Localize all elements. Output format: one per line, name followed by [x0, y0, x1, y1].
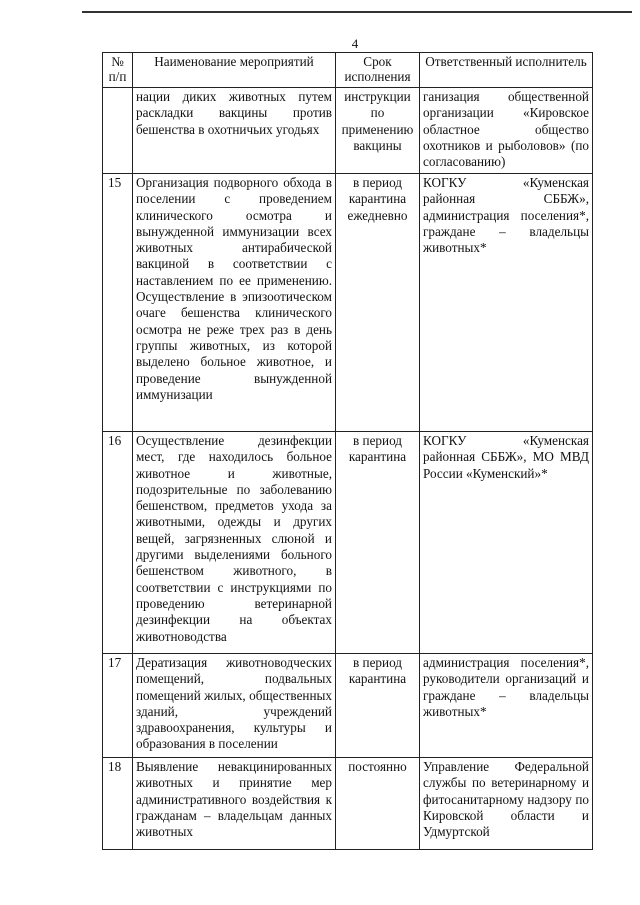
- table-row: [103, 758, 593, 850]
- row-resp: КОГКУ «Куменская районная СББЖ», МО МВД России «Куменский»*: [420, 432, 593, 654]
- header-resp: Ответственный исполнитель: [420, 53, 593, 88]
- row-name: Организация подворного обхода в поселении с проведением клинического осмотра и вынужденной иммунизации всех животных антирабической вакциной в соответствии с наставлением по ее применению. Осуществление в эпизоотическом очаге бешенства клинического осмотра не реже трех раз в день группы животных, из которой выделено больное животное, и проведение вынужденной иммунизации: [133, 174, 336, 432]
- row-term: в период карантина ежедневно: [336, 174, 420, 432]
- row-name: Выявление невакцинированных животных и принятие мер административного воздействия к гражданам – владельцам данных животных: [133, 758, 336, 850]
- row-num: 17: [103, 654, 133, 758]
- row-name: нации диких животных путем раскладки вакцины против бешенства в охотничьих угодьях: [133, 88, 336, 174]
- row-num: 15: [103, 174, 133, 432]
- table-row: [103, 654, 593, 758]
- row-resp: Управление Федеральной службы по ветеринарному и фитосанитарному надзору по Кировской области и Удмуртской: [420, 758, 593, 850]
- table-row: [103, 432, 593, 654]
- row-term: постоянно: [336, 758, 420, 850]
- row-num: [103, 88, 133, 174]
- table-header-row: [103, 53, 593, 88]
- row-term: в период карантина: [336, 432, 420, 654]
- header-term: Срок исполнения: [336, 53, 420, 88]
- row-resp: администрация поселения*, руководители организаций и граждане – владельцы животных*: [420, 654, 593, 758]
- row-name: Дератизация животноводческих помещений, подвальных помещений жилых, общественных зданий, учреждений здравоохранения, культуры и образования в поселении: [133, 654, 336, 758]
- table-row: [103, 174, 593, 432]
- table-row: [103, 88, 593, 174]
- row-name: Осуществление дезинфекции мест, где находилось больное животное и животные, подозрительные по заболеванию бешенством, предметов ухода за животными, одежды и других вещей, загрязненных слюной и другими выделениями больного бешенством животного, в соответствии с инструкциями по проведению ветеринарной дезинфекции на объектах животноводства: [133, 432, 336, 654]
- row-num: 18: [103, 758, 133, 850]
- row-num: 16: [103, 432, 133, 654]
- page-number: 4: [351, 36, 359, 51]
- row-resp: КОГКУ «Куменская районная СББЖ», администрация поселения*, граждане – владельцы животных*: [420, 174, 593, 432]
- row-resp: ганизация общественной организации «Кировское областное общество охотников и рыболовов» (по согласованию): [420, 88, 593, 174]
- top-rule: [82, 11, 632, 13]
- measures-table: [102, 52, 593, 850]
- row-term: в период карантина: [336, 654, 420, 758]
- header-num: № п/п: [103, 53, 133, 88]
- header-name: Наименование мероприятий: [133, 53, 336, 88]
- row-term: инструкции по применению вакцины: [336, 88, 420, 174]
